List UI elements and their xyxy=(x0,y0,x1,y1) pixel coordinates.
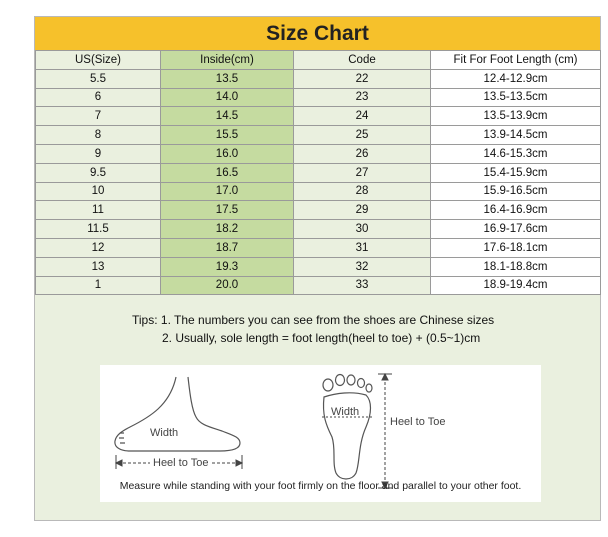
cell-fit-length: 16.9-17.6cm xyxy=(431,220,601,239)
cell-fit-length: 12.4-12.9cm xyxy=(431,69,601,88)
cell-us-size: 5.5 xyxy=(36,69,161,88)
cell-inside: 14.0 xyxy=(161,88,294,107)
cell-inside: 14.5 xyxy=(161,107,294,126)
cell-inside: 13.5 xyxy=(161,69,294,88)
cell-fit-length: 16.4-16.9cm xyxy=(431,201,601,220)
cell-inside: 18.7 xyxy=(161,238,294,257)
size-table xyxy=(35,50,601,295)
cell-code: 33 xyxy=(294,276,431,295)
heel-to-toe-label-sole: Heel to Toe xyxy=(390,416,446,428)
cell-code: 31 xyxy=(294,238,431,257)
table-row xyxy=(36,182,601,201)
measurement-illustration xyxy=(100,365,541,502)
cell-code: 27 xyxy=(294,163,431,182)
cell-us-size: 9.5 xyxy=(36,163,161,182)
cell-fit-length: 14.6-15.3cm xyxy=(431,144,601,163)
sole-foot-icon xyxy=(323,375,372,480)
side-foot-icon xyxy=(115,377,240,451)
cell-fit-length: 18.9-19.4cm xyxy=(431,276,601,295)
cell-inside: 17.0 xyxy=(161,182,294,201)
table-row xyxy=(36,238,601,257)
cell-code: 22 xyxy=(294,69,431,88)
table-row xyxy=(36,88,601,107)
cell-inside: 18.2 xyxy=(161,220,294,239)
cell-us-size: 1 xyxy=(36,276,161,295)
header-code: Code xyxy=(294,51,431,70)
cell-fit-length: 13.9-14.5cm xyxy=(431,126,601,145)
table-row xyxy=(36,144,601,163)
table-row xyxy=(36,69,601,88)
cell-inside: 17.5 xyxy=(161,201,294,220)
heel-to-toe-label-side: Heel to Toe xyxy=(153,457,209,469)
cell-fit-length: 13.5-13.5cm xyxy=(431,88,601,107)
cell-us-size: 7 xyxy=(36,107,161,126)
cell-fit-length: 15.4-15.9cm xyxy=(431,163,601,182)
cell-fit-length: 18.1-18.8cm xyxy=(431,257,601,276)
table-header-row xyxy=(36,51,601,70)
sole-length-arrow xyxy=(378,374,392,488)
cell-inside: 19.3 xyxy=(161,257,294,276)
tip-line-1: Tips: 1. The numbers you can see from the shoes are Chinese sizes xyxy=(132,313,495,327)
size-chart-frame xyxy=(34,16,601,521)
cell-fit-length: 13.5-13.9cm xyxy=(431,107,601,126)
cell-fit-length: 15.9-16.5cm xyxy=(431,182,601,201)
header-fit-length: Fit For Foot Length (cm) xyxy=(431,51,601,70)
cell-us-size: 9 xyxy=(36,144,161,163)
table-row xyxy=(36,201,601,220)
table-row xyxy=(36,107,601,126)
table-row xyxy=(36,126,601,145)
cell-us-size: 11.5 xyxy=(36,220,161,239)
cell-us-size: 10 xyxy=(36,182,161,201)
cell-code: 30 xyxy=(294,220,431,239)
header-inside: Inside(cm) xyxy=(161,51,294,70)
cell-code: 32 xyxy=(294,257,431,276)
cell-us-size: 12 xyxy=(36,238,161,257)
cell-inside: 20.0 xyxy=(161,276,294,295)
cell-inside: 15.5 xyxy=(161,126,294,145)
tip-line-2: 2. Usually, sole length = foot length(heel to toe) + (0.5~1)cm xyxy=(162,331,481,345)
cell-code: 28 xyxy=(294,182,431,201)
cell-code: 26 xyxy=(294,144,431,163)
table-row xyxy=(36,163,601,182)
cell-inside: 16.0 xyxy=(161,144,294,163)
cell-us-size: 13 xyxy=(36,257,161,276)
cell-us-size: 6 xyxy=(36,88,161,107)
cell-us-size: 8 xyxy=(36,126,161,145)
cell-code: 24 xyxy=(294,107,431,126)
cell-code: 29 xyxy=(294,201,431,220)
cell-fit-length: 17.6-18.1cm xyxy=(431,238,601,257)
table-row xyxy=(36,276,601,295)
header-us-size: US(Size) xyxy=(36,51,161,70)
width-label-side: Width xyxy=(150,427,179,439)
cell-inside: 16.5 xyxy=(161,163,294,182)
chart-title: Size Chart xyxy=(35,17,600,51)
table-row xyxy=(36,257,601,276)
width-label-sole: Width xyxy=(331,406,360,418)
measurement-caption: Measure while standing with your foot firmly on the floor and parallel to your other foot. xyxy=(119,480,522,492)
table-row xyxy=(36,220,601,239)
cell-us-size: 11 xyxy=(36,201,161,220)
cell-code: 23 xyxy=(294,88,431,107)
cell-code: 25 xyxy=(294,126,431,145)
